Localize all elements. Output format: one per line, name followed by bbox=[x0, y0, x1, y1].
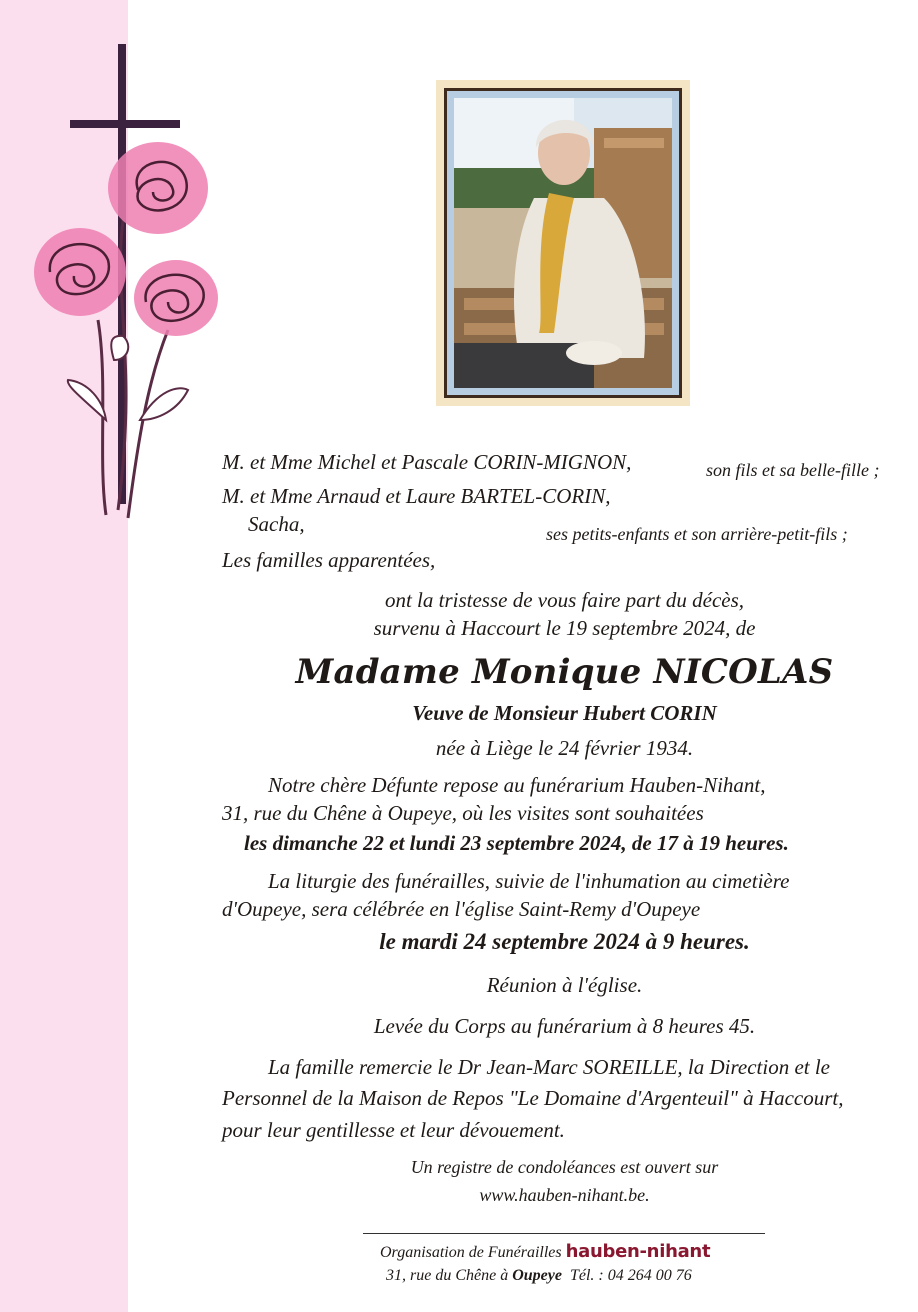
portrait-photo bbox=[454, 98, 672, 388]
brand-logo: hauben-nihant bbox=[565, 1241, 711, 1262]
family-line-4: Les familles apparentées, bbox=[222, 548, 436, 572]
cross-and-roses-illustration bbox=[28, 40, 228, 530]
portrait-frame bbox=[436, 80, 690, 406]
family-line-2: M. et Mme Arnaud et Laure BARTEL-CORIN, bbox=[222, 484, 611, 508]
thanks-line-1: La famille remercie le Dr Jean-Marc SOREILLE, la Direction et le bbox=[268, 1055, 831, 1079]
family-line-3: Sacha, bbox=[248, 512, 305, 536]
meeting-info: Réunion à l'église. bbox=[486, 973, 643, 997]
birth-info: née à Liège le 24 février 1934. bbox=[435, 736, 694, 760]
announcement-line-1: ont la tristesse de vous faire part du décès, bbox=[384, 588, 745, 612]
widow-of: Veuve de Monsieur Hubert CORIN bbox=[412, 701, 717, 725]
register-line-1: Un registre de condoléances est ouvert sur bbox=[410, 1157, 719, 1177]
family-relation-1: son fils et sa belle-fille ; bbox=[706, 460, 880, 480]
register-url[interactable]: www.hauben-nihant.be. bbox=[479, 1185, 650, 1205]
visitation-line-2: 31, rue du Chêne à Oupeye, où les visites sont souhaitées bbox=[222, 801, 704, 825]
footer-address bbox=[386, 1264, 692, 1288]
levee-info: Levée du Corps au funérarium à 8 heures 45. bbox=[373, 1014, 756, 1038]
family-line-1: M. et Mme Michel et Pascale CORIN-MIGNON, bbox=[222, 450, 632, 474]
deceased-name: Madame Monique NICOLAS bbox=[295, 652, 834, 692]
footer-divider bbox=[363, 1233, 765, 1234]
funeral-line-3: le mardi 24 septembre 2024 à 9 heures. bbox=[379, 929, 750, 954]
footer-address-town: Oupeye bbox=[512, 1267, 562, 1284]
thanks-line-2: Personnel de la Maison de Repos "Le Domaine d'Argenteuil" à Haccourt, bbox=[222, 1086, 844, 1110]
visitation-line-1: Notre chère Défunte repose au funérarium Hauben-Nihant, bbox=[268, 773, 766, 797]
funeral-line-1: La liturgie des funérailles, suivie de l'inhumation au cimetière bbox=[268, 869, 790, 893]
family-relation-2: ses petits-enfants et son arrière-petit-fils ; bbox=[546, 524, 848, 544]
thanks-line-3: pour leur gentillesse et leur dévouement. bbox=[222, 1118, 565, 1142]
footer-org-label: Organisation de Funérailles bbox=[380, 1244, 562, 1261]
visitation-line-3: les dimanche 22 et lundi 23 septembre 2024, de 17 à 19 heures. bbox=[244, 831, 789, 855]
funeral-line-2: d'Oupeye, sera célébrée en l'église Saint-Remy d'Oupeye bbox=[222, 897, 701, 921]
announcement-line-2: survenu à Haccourt le 19 septembre 2024, de bbox=[373, 616, 756, 640]
footer-org bbox=[380, 1240, 710, 1265]
footer-address-prefix: 31, rue du Chêne à bbox=[386, 1267, 509, 1284]
footer-phone: Tél. : 04 264 00 76 bbox=[569, 1267, 692, 1284]
